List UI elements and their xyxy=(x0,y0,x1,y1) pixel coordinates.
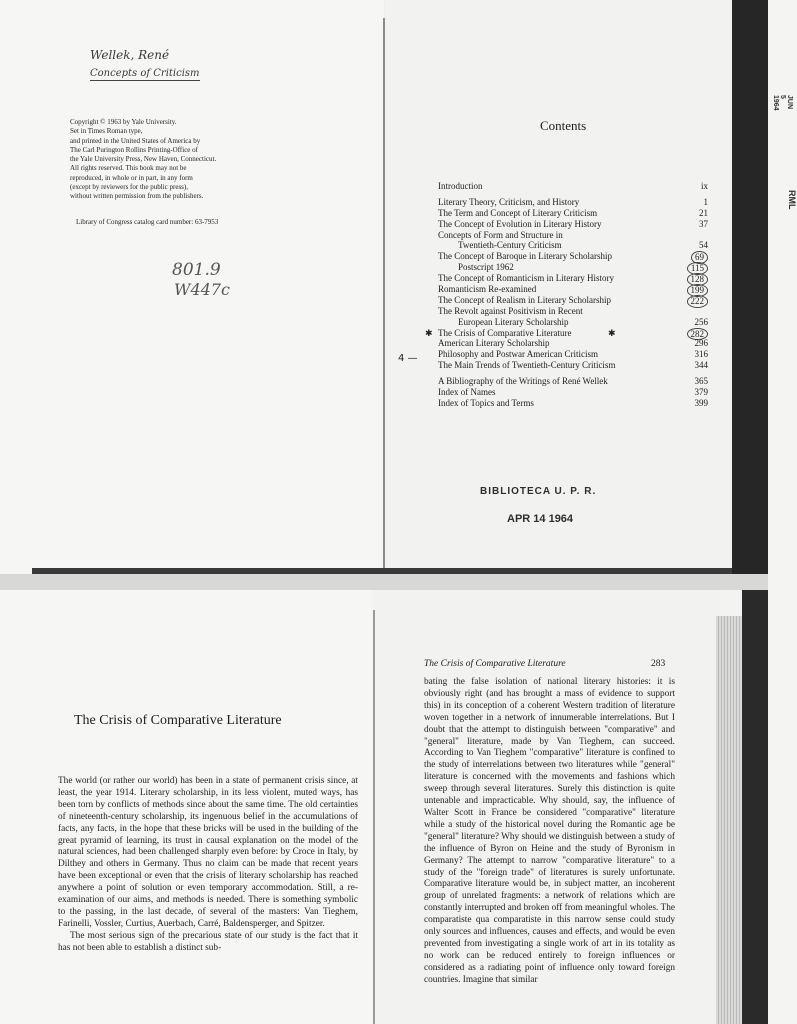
toc-entry xyxy=(438,387,708,398)
toc-entry-title: A Bibliography of the Writings of René Wellek xyxy=(438,376,608,387)
toc-entry-title: American Literary Scholarship xyxy=(438,338,550,349)
copyright-line: without written permission from the publishers. xyxy=(70,192,204,201)
handwritten-author: Wellek, René xyxy=(90,48,170,62)
toc-entry-page: 344 xyxy=(694,360,708,371)
toc-entry xyxy=(438,262,708,273)
toc-entry xyxy=(438,181,708,192)
table-of-contents xyxy=(425,181,708,409)
toc-entry-page: 222 xyxy=(687,295,709,308)
toc-entry xyxy=(438,338,708,349)
toc-entry-title: Concepts of Form and Structure in xyxy=(438,229,563,240)
handwritten-call-number-line-2: W447c xyxy=(174,280,230,299)
toc-entry-page: 1 xyxy=(703,196,708,207)
toc-entry-title: Index of Topics and Terms xyxy=(438,397,534,408)
initials-stamp-vertical: RML xyxy=(787,190,797,210)
toc-entry-title: The Crisis of Comparative Literature xyxy=(438,327,572,338)
lccn-line: Library of Congress catalog card number: 63-7953 xyxy=(76,218,219,226)
body-paragraph: The most serious sign of the precarious state of our study is the fact that it has not been able to establish a distinct sub- xyxy=(58,930,358,953)
toc-entry-title: The Concept of Evolution in Literary History xyxy=(438,218,602,229)
margin-arrow-mark: 4 — xyxy=(398,353,418,364)
toc-entry-page: 21 xyxy=(699,207,708,218)
copyright-line: Set in Times Roman type, xyxy=(70,127,143,136)
margin-mark-number: 4 xyxy=(398,353,405,364)
toc-entry-page: 54 xyxy=(699,240,708,251)
toc-entry-title: The Concept of Romanticism in Literary History xyxy=(438,273,614,284)
toc-entry xyxy=(438,360,708,371)
toc-entry-title: The Concept of Realism in Literary Scholarship xyxy=(438,294,611,305)
toc-entry-title: European Literary Scholarship xyxy=(458,316,569,327)
toc-entry xyxy=(438,273,708,284)
toc-entry-title: Twentieth-Century Criticism xyxy=(458,240,562,251)
copyright-line: (except by reviewers for the public press), xyxy=(70,183,188,192)
toc-entry xyxy=(438,398,708,409)
toc-entry xyxy=(438,306,708,317)
toc-entry xyxy=(438,230,708,241)
page-283-paragraph: bating the false isolation of national literary histories: it is obviously right (and has brought a mass of evidence to support this) in its conception of a coherent Western tradition of literature woven together in a network of innumerable interrelations. But I doubt that the attempt to distinguish between "comparative" and "general" literature, made by Van Tieghem, can succeed. According to Van Tieghem "comparative" literature is confined to the study of interrelations between two literatures while "general" literature is concerned with the movements and fashions which sweep through several literatures. Surely this distinction is quite untenable and impracticable. Why should, say, the influence of Walter Scott in France be considered "comparative" literature while a study of the historical novel during the Romantic age be "general" literature? Why should we distinguish between a study of the influence of Byron on Heine and the study of Byronism in Germany? The attempt to narrow "comparative literature" to a study of the "foreign trade" of literatures is surely unfortunate. Comparative literature would be, in subject matter, an incoherent group of unrelated fragments: a network of relations which are constantly interrupted and broken off from meaningful wholes. The comparatiste qua comparatiste in this narrow sense could study only sources and influences, causes and effects, and would be even prevented from investigating a single work of art in its totality as no work can be reduced entirely to foreign influences or considered as a radiating point of influence only toward foreign countries. Imagine that similar xyxy=(424,677,675,985)
handwritten-call-number-line-1: 801.9 xyxy=(172,260,221,280)
bottom-spread xyxy=(0,590,768,1024)
toc-entry-page: 365 xyxy=(694,376,708,387)
toc-entry-page: 379 xyxy=(694,387,708,398)
toc-entry xyxy=(438,208,708,219)
toc-entry xyxy=(438,376,708,387)
library-stamp: BIBLIOTECA U. P. R. xyxy=(480,486,597,497)
copyright-line: All rights reserved. This book may not be xyxy=(70,164,187,173)
chapter-title: The Crisis of Comparative Literature xyxy=(74,713,282,728)
toc-entry-title: Postscript 1962 xyxy=(458,262,514,273)
toc-entry xyxy=(438,197,708,208)
toc-entry-page: 115 xyxy=(687,262,708,275)
toc-entry-page: 256 xyxy=(694,316,708,327)
toc-entry-page: 199 xyxy=(687,284,709,297)
copyright-block xyxy=(70,118,290,202)
bottom-binding-shadow xyxy=(742,590,768,1024)
body-paragraph: The world (or rather our world) has been in a state of permanent crisis since, at least, the year 1914. Literary scholarship, in its less violent, muted ways, has been torn by conflicts of methods since about the same time. The old certainties of nineteenth-century scholarship, its ingenuous belief in the accumulations of facts, any facts, in the hope that these bricks will be used in the building of the great pyramid of learning, its trust in causal explanation on the model of the natural sciences, had been challenged sharply even before: by Croce in Italy, by Dilthey and others in Germany. Thus no claim can be made that recent years have been exceptional or even that the crisis of literary scholarship has reached anywhere a point of solution or even temporary accommodation. Still, a re-examination of our aims, and methods is needed. There is something symbolic to the passing, in the last decade, of several of the masters: Van Tieghem, Farinelli, Vossler, Curtius, Auerbach, Carré, Baldensperger, and Spitzer. xyxy=(58,776,358,929)
copyright-page xyxy=(0,0,384,590)
toc-entry-title: The Revolt against Positivism in Recent xyxy=(438,305,583,316)
toc-entry-page: 282 xyxy=(687,328,709,341)
asterisk-mark-icon: ✱ xyxy=(608,327,616,338)
toc-entry-title: Index of Names xyxy=(438,387,496,398)
toc-entry-page: ix xyxy=(700,181,708,191)
copyright-line: and printed in the United States of America by xyxy=(70,136,201,145)
bottom-page-edges xyxy=(716,616,742,1024)
copyright-line: reproduced, in whole or in part, in any form xyxy=(70,173,193,182)
copyright-line: The Carl Purington Rollins Printing-Office of xyxy=(70,145,198,154)
copyright-line: the Yale University Press, New Haven, Connecticut. xyxy=(70,155,217,164)
toc-entry-title: The Concept of Baroque in Literary Scholarship xyxy=(438,251,612,262)
toc-entry xyxy=(438,295,708,306)
toc-entry xyxy=(438,349,708,360)
toc-entry xyxy=(425,327,708,339)
top-page-edge-shadow xyxy=(0,574,768,590)
toc-entry-page: 316 xyxy=(694,349,708,360)
toc-entry-title: Philosophy and Postwar American Criticism xyxy=(438,349,598,360)
date-stamp-vertical: JUN 5 1964 xyxy=(772,95,793,111)
toc-entry-title: The Main Trends of Twentieth-Century Criticism xyxy=(438,360,616,371)
toc-entry-title: Romanticism Re-examined xyxy=(438,284,537,295)
chapter-body-text xyxy=(58,776,358,955)
toc-entry-title: Introduction xyxy=(438,181,483,191)
toc-entry-page: 69 xyxy=(691,251,708,264)
toc-entry-title: The Term and Concept of Literary Criticism xyxy=(438,207,598,218)
page-283-body-text xyxy=(424,677,675,987)
toc-entry-title: Literary Theory, Criticism, and History xyxy=(438,196,580,207)
toc-entry-page: 128 xyxy=(687,273,709,286)
toc-entry xyxy=(438,240,708,251)
toc-entry xyxy=(438,251,708,262)
asterisk-mark-icon: ✱ xyxy=(425,327,433,338)
toc-entry-page: 296 xyxy=(694,338,708,349)
toc-entry xyxy=(438,284,708,295)
top-binding-shadow xyxy=(732,0,768,590)
toc-entry xyxy=(438,219,708,230)
page-number: 283 xyxy=(651,659,666,669)
toc-entry-page: 37 xyxy=(699,218,708,229)
receipt-date-stamp: APR 14 1964 xyxy=(507,513,574,525)
handwritten-title: Concepts of Criticism xyxy=(90,68,200,79)
toc-entry xyxy=(438,317,708,328)
copyright-line: Copyright © 1963 by Yale University. xyxy=(70,118,177,126)
running-head: The Crisis of Comparative Literature xyxy=(424,659,566,669)
contents-title: Contents xyxy=(540,118,587,133)
toc-entry-page: 399 xyxy=(694,397,708,408)
